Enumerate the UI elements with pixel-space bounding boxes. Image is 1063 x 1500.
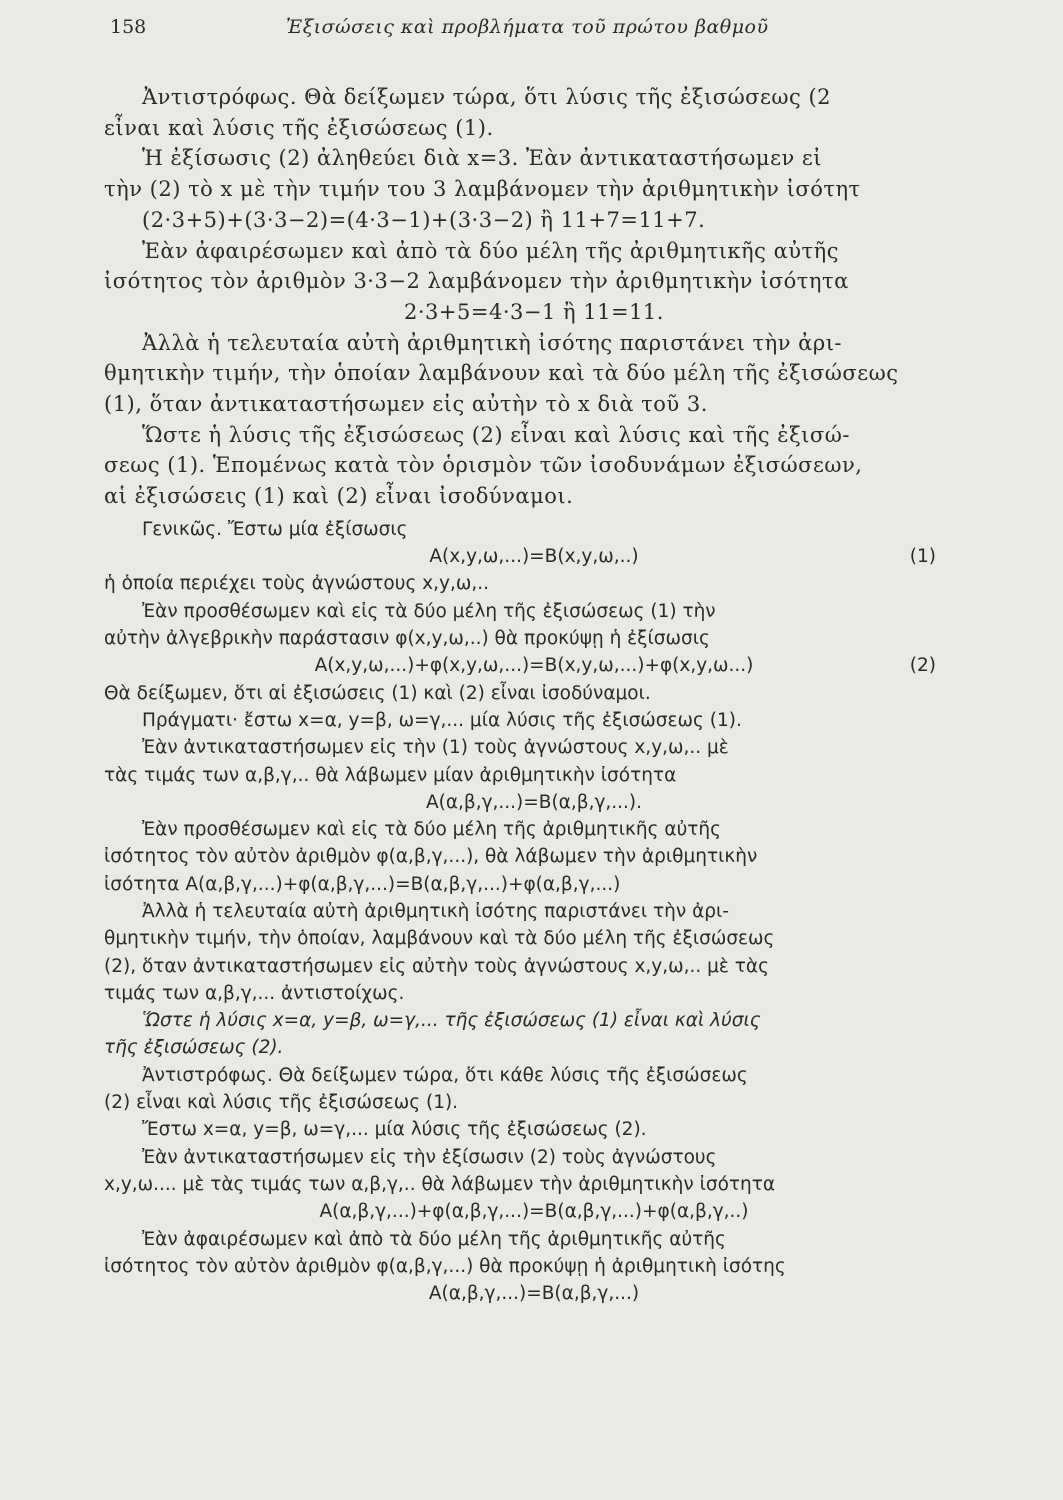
text-line: x,y,ω.... μὲ τὰς τιμάς των α,β,γ,.. θὰ λάβωμεν τὴν ἀριθμητικὴν ἰσότητα [104,1173,776,1195]
equation-line: A(α,β,γ,...)=B(α,β,γ,...). [425,791,643,813]
text-line: Ἡ ἐξίσωσις (2) ἀληθεύει διὰ x=3. Ἐὰν ἀντικαταστήσωμεν εἰ [142,146,823,171]
equation-line [104,652,964,679]
equation-line: A(α,β,γ,...)=B(α,β,γ,...) [428,1283,640,1305]
text-line: τὴν (2) τὸ x μὲ τὴν τιμήν του 3 λαμβάνομεν τὴν ἀριθμητικὴν ἰσότητ [104,177,861,202]
text-line: θμητικὴν τιμήν, τὴν ὁποίαν, λαμβάνουν καὶ τὰ δύο μέλη τῆς ἐξισώσεως [104,928,775,950]
text-line: Ἐὰν ἀντικαταστήσωμεν εἰς τὴν (1) τοὺς ἀγνώστους x,y,ω,.. μὲ [142,737,729,759]
page-header [100,14,960,44]
text-line: Ἐὰν ἀντικαταστήσωμεν εἰς τὴν ἐξίσωσιν (2) τοὺς ἀγνώστους [142,1146,717,1168]
new-typeface-section [104,516,964,1308]
text-line: ἰσότητος τὸν αὐτὸν ἀριθμὸν φ(α,β,γ,...), θὰ λάβωμεν τὴν ἀριθμητικὴν [104,846,758,868]
page-body [104,82,964,1307]
text-line: Ἐὰν ἀφαιρέσωμεν καὶ ἀπὸ τὰ δύο μέλη τῆς ἀριθμητικῆς αὐτῆς [142,238,839,263]
equation-line: 2·3+5=4·3−1 ἢ 11=11. [404,299,664,324]
text-line: Ἐὰν προσθέσωμεν καὶ εἰς τὰ δύο μέλη τῆς ἀριθμητικῆς αὐτῆς [142,819,722,841]
equation: A(x,y,ω,...)+φ(x,y,ω,...)=B(x,y,ω,...)+φ(x,y,ω...) [314,655,754,677]
text-line: σεως (1). Ἑπομένως κατὰ τὸν ὁρισμὸν τῶν ἰσοδυνάμων ἐξισώσεων, [104,453,863,478]
old-typeface-section [104,82,964,512]
equation-line: A(α,β,γ,...)+φ(α,β,γ,...)=B(α,β,γ,...)+φ(α,β,γ,..) [319,1201,749,1223]
text-line: Ὥστε ἡ λύσις τῆς ἐξισώσεως (2) εἶναι καὶ λύσις καὶ τῆς ἐξισώ- [142,422,850,447]
text-line: Γενικῶς. Ἔστω μία ἐξίσωσις [142,518,408,540]
text-line: ἰσότητα A(α,β,γ,...)+φ(α,β,γ,...)=B(α,β,γ,...)+φ(α,β,γ,...) [104,873,621,895]
equation-number: (1) [909,546,936,568]
text-line: θμητικὴν τιμήν, τὴν ὁποίαν λαμβάνουν καὶ τὰ δύο μέλη τῆς ἐξισώσεως [104,361,899,386]
text-line: Ἔστω x=α, y=β, ω=γ,... μία λύσις τῆς ἐξισώσεως (2). [142,1119,647,1141]
text-line: τὰς τιμάς των α,β,γ,.. θὰ λάβωμεν μίαν ἀριθμητικὴν ἰσότητα [104,764,677,786]
text-line: τῆς ἐξισώσεως (2). [104,1037,284,1059]
text-line: ἰσότητος τὸν αὐτὸν ἀριθμὸν φ(α,β,γ,...) θὰ προκύψῃ ἡ ἀριθμητικὴ ἰσότης [104,1255,786,1277]
text-line: ἡ ὁποία περιέχει τοὺς ἀγνώστους x,y,ω,.. [104,573,489,595]
text-line: Ἐὰν προσθέσωμεν καὶ εἰς τὰ δύο μέλη τῆς ἐξισώσεως (1) τὴν [142,600,716,622]
text-line: αἱ ἐξισώσεις (1) καὶ (2) εἶναι ἰσοδύναμοι. [104,484,574,509]
text-line: αὐτὴν ἀλγεβρικὴν παράστασιν φ(x,y,ω,..) θὰ προκύψῃ ἡ ἐξίσωσις [104,628,710,650]
text-line: Θὰ δείξωμεν, ὅτι αἱ ἐξισώσεις (1) καὶ (2) εἶναι ἰσοδύναμοι. [104,682,651,704]
text-line: Ἀλλὰ ἡ τελευταία αὐτὴ ἀριθμητικὴ ἰσότης παριστάνει τὴν ἀρι- [142,330,843,355]
equation-line [104,543,964,570]
text-line: Ἐὰν ἀφαιρέσωμεν καὶ ἀπὸ τὰ δύο μέλη τῆς ἀριθμητικῆς αὐτῆς [142,1228,726,1250]
text-line: (2), ὅταν ἀντικαταστήσωμεν εἰς αὐτὴν τοὺς ἀγνώστους x,y,ω,.. μὲ τὰς [104,955,769,977]
equation-line: (2·3+5)+(3·3−2)=(4·3−1)+(3·3−2) ἢ 11+7=11+7. [142,207,706,232]
text-line: ἰσότητος τὸν ἀριθμὸν 3·3−2 λαμβάνομεν τὴν ἀριθμητικὴν ἰσότητα [104,269,849,294]
equation: A(x,y,ω,...)=B(x,y,ω,..) [429,546,639,568]
equation-number: (2) [909,655,936,677]
text-line: εἶναι καὶ λύσις τῆς ἐξισώσεως (1). [104,115,494,140]
running-title: Ἐξισώσεις καὶ προβλήματα τοῦ πρώτου βαθμοῦ [286,16,769,38]
text-line: Ἀντιστρόφως. Θὰ δείξωμεν τώρα, ὅτι λύσις τῆς ἐξισώσεως (2 [142,85,832,109]
text-line: (2) εἶναι καὶ λύσις τῆς ἐξισώσεως (1). [104,1092,459,1114]
text-line: τιμάς των α,β,γ,... ἀντιστοίχως. [104,982,405,1004]
page-number: 158 [110,16,147,38]
text-line: Πράγματι· ἔστω x=α, y=β, ω=γ,... μία λύσις τῆς ἐξισώσεως (1). [142,709,742,731]
text-line: (1), ὅταν ἀντικαταστήσωμεν εἰς αὐτὴν τὸ x διὰ τοῦ 3. [104,392,708,417]
text-line: Ὥστε ἡ λύσις x=α, y=β, ω=γ,... τῆς ἐξισώσεως (1) εἶναι καὶ λύσις [142,1010,761,1032]
text-line: Ἀντιστρόφως. Θὰ δείξωμεν τώρα, ὅτι κάθε λύσις τῆς ἐξισώσεως [142,1064,748,1086]
text-line: Ἀλλὰ ἡ τελευταία αὐτὴ ἀριθμητικὴ ἰσότης παριστάνει τὴν ἀρι- [142,901,729,922]
